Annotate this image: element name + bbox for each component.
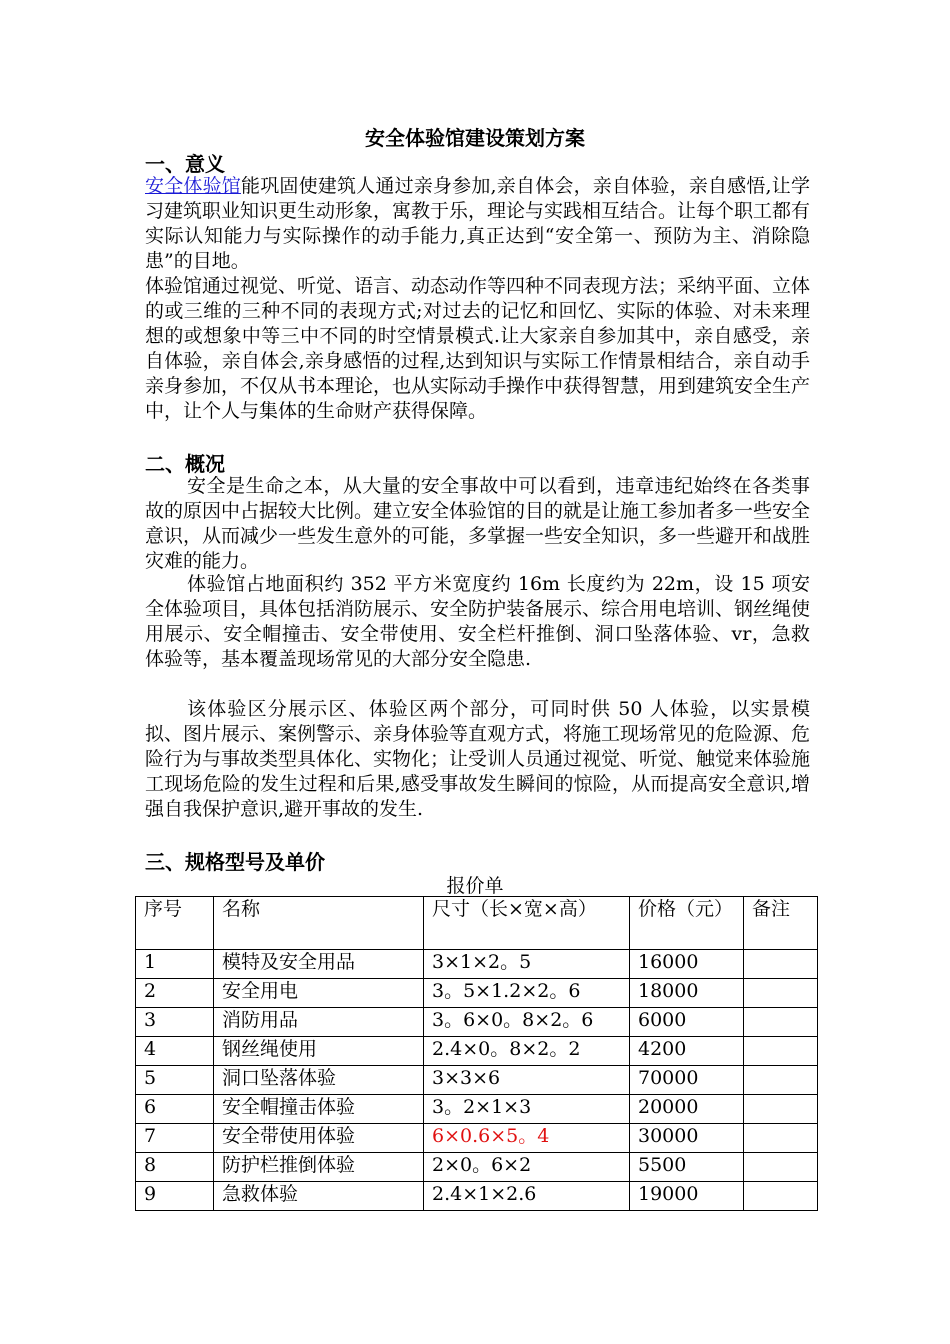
cell-note xyxy=(744,1037,818,1066)
cell-name: 安全用电 xyxy=(214,979,424,1008)
cell-no: 1 xyxy=(136,950,214,979)
cell-note xyxy=(744,950,818,979)
cell-price: 20000 xyxy=(630,1095,744,1124)
cell-size: 3。5×1.2×2。6 xyxy=(424,979,630,1008)
cell-name: 洞口坠落体验 xyxy=(214,1066,424,1095)
cell-price: 5500 xyxy=(630,1153,744,1182)
table-row xyxy=(136,1153,818,1182)
cell-no: 4 xyxy=(136,1037,214,1066)
cell-price: 70000 xyxy=(630,1066,744,1095)
cell-size: 3。6×0。8×2。6 xyxy=(424,1008,630,1037)
table-row xyxy=(136,1066,818,1095)
cell-no: 5 xyxy=(136,1066,214,1095)
section-heading-specs: 三、规格型号及单价 xyxy=(145,850,325,874)
cell-note xyxy=(744,1095,818,1124)
cell-price: 18000 xyxy=(630,979,744,1008)
cell-price: 6000 xyxy=(630,1008,744,1037)
cell-name: 安全带使用体验 xyxy=(214,1124,424,1153)
cell-name: 模特及安全用品 xyxy=(214,950,424,979)
table-row xyxy=(136,950,818,979)
cell-size: 2.4×0。8×2。2 xyxy=(424,1037,630,1066)
document-title: 安全体验馆建设策划方案 xyxy=(365,126,585,150)
cell-size: 2×0。6×2 xyxy=(424,1153,630,1182)
cell-no: 9 xyxy=(136,1182,214,1211)
header-note: 备注 xyxy=(744,897,818,950)
venue-link[interactable]: 安全体验馆 xyxy=(145,175,241,197)
table-caption: 报价单 xyxy=(446,875,504,897)
cell-size: 2.4×1×2.6 xyxy=(424,1182,630,1211)
table-row xyxy=(136,1124,818,1153)
cell-size: 3。2×1×3 xyxy=(424,1095,630,1124)
section-heading-significance: 一、意义 xyxy=(145,152,225,176)
cell-size: 3×1×2。5 xyxy=(424,950,630,979)
paragraph-overview-3: 该体验区分展示区、体验区两个部分，可同时供 50 人体验，以实景模拟、图片展示、案例警示、亲身体验等直观方式，将施工现场常见的危险源、危险行为与事故类型具体化、实物化；让受训人员通过视觉、听觉、触觉来体验施工现场危险的发生过程和后果,感受事故发生瞬间的惊险，从而提高安全意识,增强自我保护意识,避开事故的发生. xyxy=(145,698,811,820)
paragraph-significance-2: 体验馆通过视觉、听觉、语言、动态动作等四种不同表现方法；采纳平面、立体的或三维的三种不同的表现方式;对过去的记忆和回忆、实际的体验、对未来理想的或想象中等三中不同的时空情景模式.让大家亲自参加其中，亲自感受，亲自体验，亲自体会,亲身感悟的过程,达到知识与实际工作情景相结合，亲自动手亲身参加，不仅从书本理论，也从实际动手操作中获得智慧，用到建筑安全生产中，让个人与集体的生命财产获得保障。 xyxy=(145,275,811,422)
cell-price: 4200 xyxy=(630,1037,744,1066)
paragraph-text: 能巩固使建筑人通过亲身参加,亲自体会，亲自体验，亲自感悟,让学习建筑职业知识更生动形象，寓教于乐，理论与实践相互结合。让每个职工都有实际认知能力与实际操作的动手能力,真正达到“安全第一、预防为主、消除隐患”的目地。 xyxy=(145,175,811,272)
cell-name: 防护栏推倒体验 xyxy=(214,1153,424,1182)
cell-note xyxy=(744,1008,818,1037)
cell-no: 2 xyxy=(136,979,214,1008)
cell-note xyxy=(744,1124,818,1153)
header-size: 尺寸（长×宽×高） xyxy=(424,897,630,950)
header-name: 名称 xyxy=(214,897,424,950)
table-header-row xyxy=(136,897,818,950)
cell-note xyxy=(744,1182,818,1211)
cell-name: 安全帽撞击体验 xyxy=(214,1095,424,1124)
cell-price: 19000 xyxy=(630,1182,744,1211)
table-row xyxy=(136,1095,818,1124)
cell-no: 6 xyxy=(136,1095,214,1124)
table-row xyxy=(136,979,818,1008)
paragraph-overview-1: 安全是生命之本，从大量的安全事故中可以看到，违章违纪始终在各类事故的原因中占据较大比例。建立安全体验馆的目的就是让施工参加者多一些安全意识，从而减少一些发生意外的可能，多掌握一些安全知识，多一些避开和战胜灾难的能力。 xyxy=(145,475,811,572)
cell-price: 30000 xyxy=(630,1124,744,1153)
cell-name: 消防用品 xyxy=(214,1008,424,1037)
table-row xyxy=(136,1182,818,1211)
table-row xyxy=(136,1008,818,1037)
quote-table xyxy=(135,896,818,1211)
table-row xyxy=(136,1037,818,1066)
cell-price: 16000 xyxy=(630,950,744,979)
header-no: 序号 xyxy=(136,897,214,950)
cell-no: 7 xyxy=(136,1124,214,1153)
section-heading-overview: 二、概况 xyxy=(145,452,225,476)
cell-no: 3 xyxy=(136,1008,214,1037)
cell-size: 3×3×6 xyxy=(424,1066,630,1095)
cell-name: 急救体验 xyxy=(214,1182,424,1211)
cell-note xyxy=(744,979,818,1008)
cell-no: 8 xyxy=(136,1153,214,1182)
cell-note xyxy=(744,1153,818,1182)
cell-name: 钢丝绳使用 xyxy=(214,1037,424,1066)
paragraph-overview-2: 体验馆占地面积约 352 平方米宽度约 16m 长度约为 22m，设 15 项安全体验项目，具体包括消防展示、安全防护装备展示、综合用电培训、钢丝绳使用展示、安全帽撞击、安全带使用、安全栏杆推倒、洞口坠落体验、vr，急救体验等，基本覆盖现场常见的大部分安全隐患. xyxy=(145,573,811,670)
cell-size: 6×0.6×5。4 xyxy=(424,1124,630,1153)
header-price: 价格（元） xyxy=(630,897,744,950)
paragraph-significance-1 xyxy=(145,174,810,274)
cell-note xyxy=(744,1066,818,1095)
